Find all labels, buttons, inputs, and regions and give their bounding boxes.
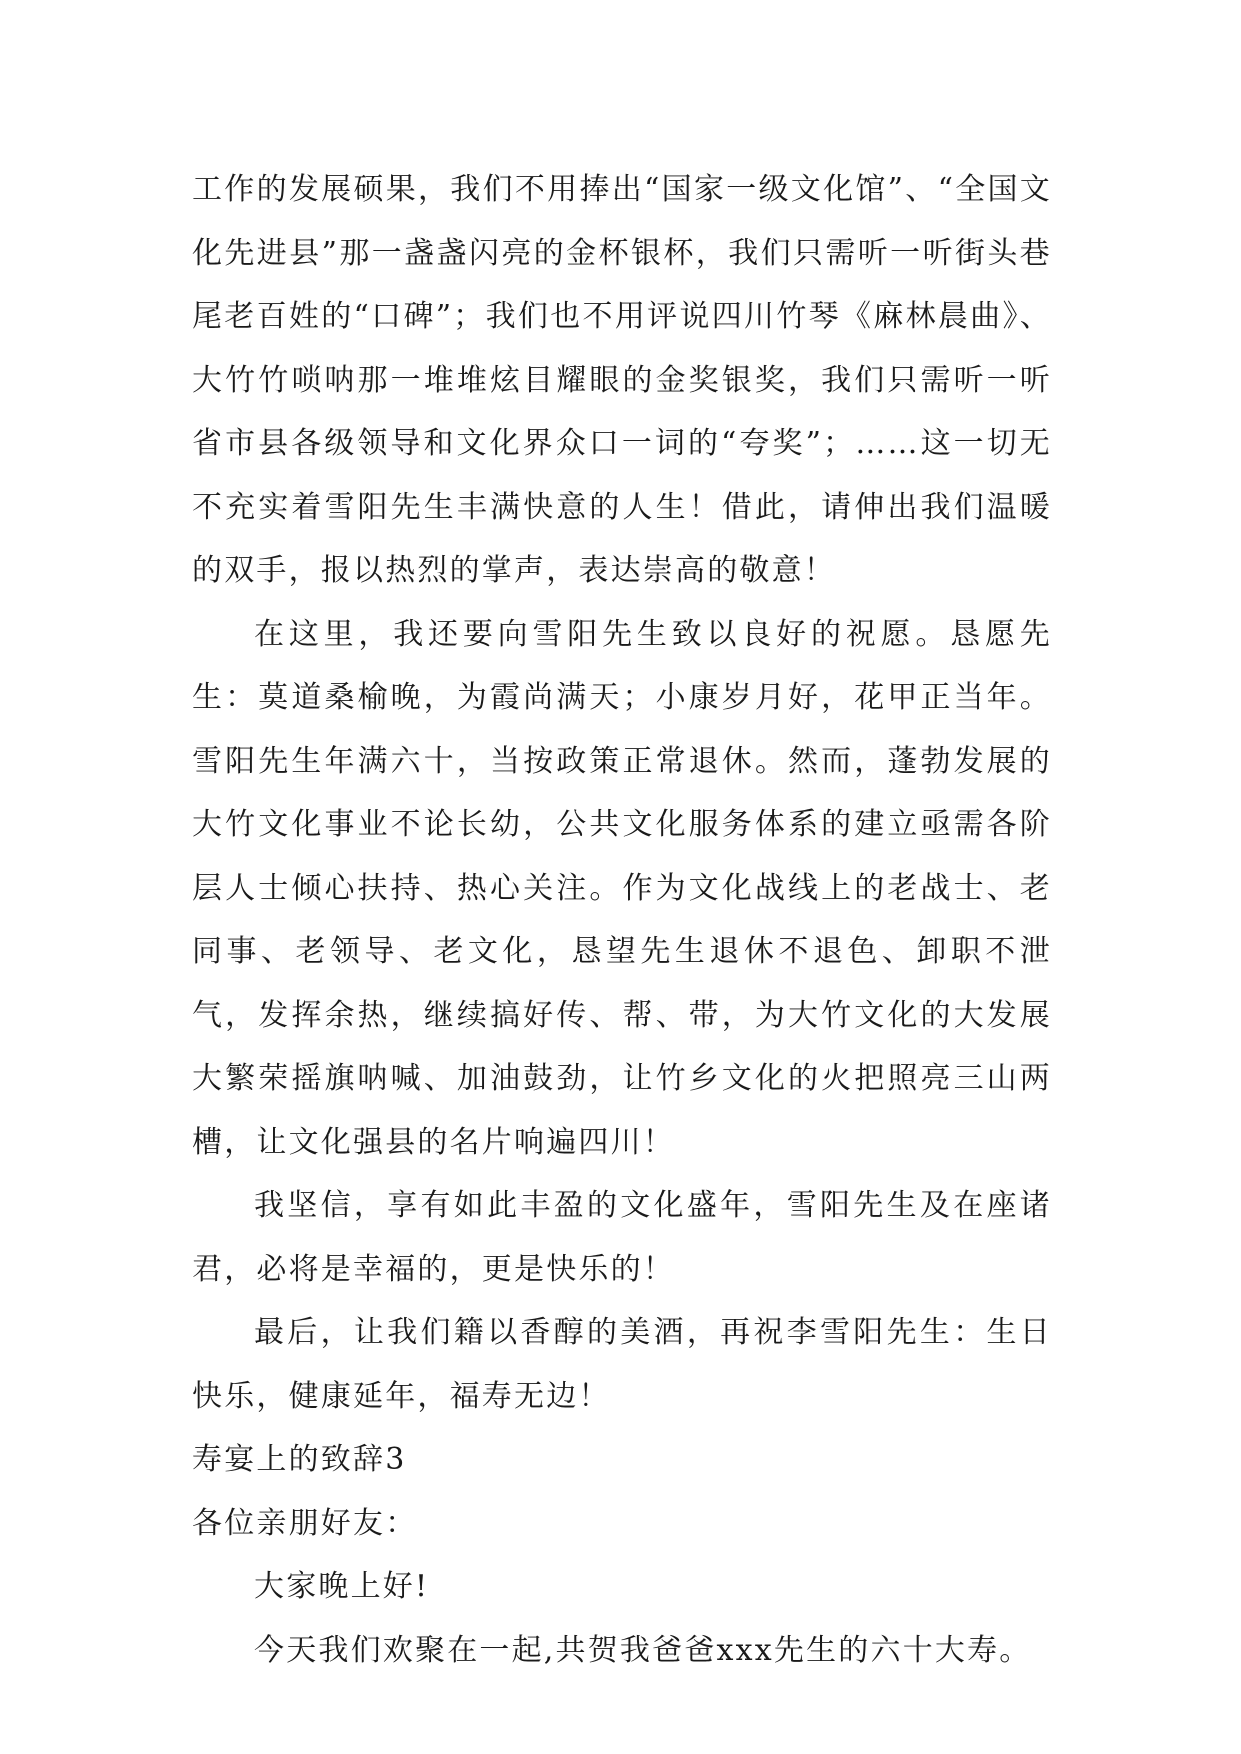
body-paragraph-3: 我坚信，享有如此丰盈的文化盛年，雪阳先生及在座诸君，必将是幸福的，更是快乐的！ xyxy=(192,1188,1052,1287)
section-title: 寿宴上的致辞3 xyxy=(192,1442,407,1477)
body-paragraph-4: 最后，让我们籍以香醇的美酒，再祝李雪阳先生：生日快乐，健康延年，福寿无边！ xyxy=(192,1315,1052,1414)
body-paragraph-last: 今天我们欢聚在一起,共贺我爸爸xxx先生的六十大寿。 xyxy=(254,1632,1032,1668)
body-paragraph-1: 工作的发展硕果，我们不用捧出“国家一级文化馆”、“全国文化先进县”那一盏盏闪亮的金杯银杯，我们只需听一听街头巷尾老百姓的“口碑”；我们也不用评说四川竹琴《麻林晨曲》、大竹竹唢呐那一堆堆炫目耀眼的金奖银奖，我们只需听一听省市县各级领导和文化界众口一词的“夸奖”；……这一切无不充实着雪阳先生丰满快意的人生！借此，请伸出我们温暖的双手，报以热烈的掌声，表达崇高的敬意！ xyxy=(192,172,1052,588)
greeting: 大家晚上好! xyxy=(254,1569,430,1604)
document-body xyxy=(192,158,1052,1682)
salutation: 各位亲朋好友： xyxy=(192,1505,418,1541)
body-paragraph-2: 在这里，我还要向雪阳先生致以良好的祝愿。恳愿先生：莫道桑榆晚，为霞尚满天；小康岁月好，花甲正当年。雪阳先生年满六十，当按政策正常退休。然而，蓬勃发展的大竹文化事业不论长幼，公共文化服务体系的建立亟需各阶层人士倾心扶持、热心关注。作为文化战线上的老战士、老同事、老领导、老文化，恳望先生退休不退色、卸职不泄气，发挥余热，继续搞好传、帮、带，为大竹文化的大发展大繁荣摇旗呐喊、加油鼓劲，让竹乡文化的火把照亮三山两槽，让文化强县的名片响遍四川！ xyxy=(192,616,1052,1160)
